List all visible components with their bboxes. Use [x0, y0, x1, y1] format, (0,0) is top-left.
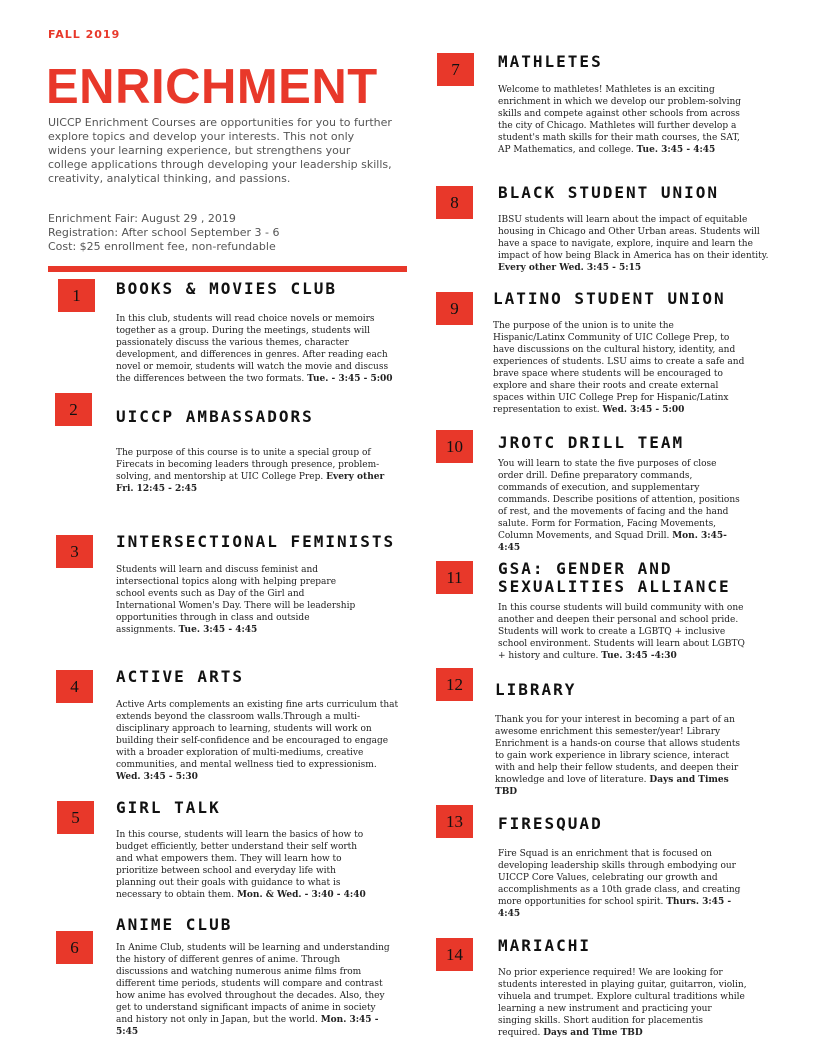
- cost-info: Cost: $25 enrollment fee, non-refundable: [48, 240, 276, 253]
- course-description: In this club, students will read choice novels or memoirs together as a group. During the meetings, students will passionately discuss the various themes, character development, and differences in genres. After reading each novel or memoir, students will watch the movie and discuss the differences between the two formats. Tue. - 3:45 - 5:00: [116, 314, 393, 384]
- course-number-badge: 14: [436, 938, 473, 971]
- course-title: ANIME CLUB: [116, 915, 233, 934]
- season-label: FALL 2019: [48, 28, 121, 41]
- course-number-badge: 12: [436, 668, 473, 701]
- course-schedule: Tue. 3:45 -4:30: [601, 651, 677, 661]
- course-schedule: Every other Wed. 3:45 - 5:15: [498, 263, 642, 273]
- course-title: UICCP AMBASSADORS: [116, 407, 314, 426]
- course-schedule: Thurs. 3:45 - 4:45: [498, 897, 732, 919]
- course-description: Welcome to mathletes! Mathletes is an exciting enrichment in which we develop our problem-solving skills and compete against other schools from across the city of Chicago. Mathletes will further develop a student's math skills for their math courses, the SAT, AP Mathematics, and college. Tue. 3:45 - 4:45: [498, 85, 742, 155]
- course-number-badge: 10: [436, 430, 473, 463]
- course-schedule: Mon. 3:45- 4:45: [498, 531, 727, 553]
- course-title: GIRL TALK: [116, 798, 221, 817]
- course-title: MATHLETES: [498, 52, 603, 71]
- course-schedule: Tue. 3:45 - 4:45: [178, 625, 258, 635]
- course-schedule: Wed. 3:45 - 5:30: [116, 772, 198, 782]
- course-description: In Anime Club, students will be learning and understanding the history of different genres of anime. Through discussions and watching numerous anime films from different time periods, students will compare and contrast how anime has evolved throughout the decades. Also, they get to understand significant impacts of anime in society and history not only in Japan, but the world. Mon. 3:45 - 5:45: [116, 943, 390, 1037]
- course-title: LIBRARY: [495, 680, 577, 699]
- course-description: Students will learn and discuss feminist and intersectional topics along with helping prepare school events such as Day of the Girl and International Women's Day. There will be leadership opportunities through in class and outside assignments. Tue. 3:45 - 4:45: [116, 565, 356, 635]
- course-schedule: Mon. & Wed. - 3:40 - 4:40: [236, 890, 366, 900]
- course-title: LATINO STUDENT UNION: [493, 289, 726, 308]
- course-title: FIRESQUAD: [498, 814, 603, 833]
- course-description: In this course, students will learn the basics of how to budget efficiently, better understand their self worth and what empowers them. They will learn how to prioritize between school and everyday life with planning out their goals with guidance to what is necessary to obtain them. Mon. & Wed. - 3:40 - 4:40: [116, 830, 366, 900]
- course-description: The purpose of the union is to unite the Hispanic/Latinx Community of UIC College Prep, to have discussions on the cultural history, identity, and experiences of students. LSU aims to create a safe and brave space where students will be encouraged to explore and share their roots and create external spaces within UIC College Prep for Hispanic/Latinx representation to exist. Wed. 3:45 - 5:00: [493, 321, 745, 415]
- course-schedule: Mon. 3:45 - 5:45: [116, 1015, 379, 1037]
- course-schedule: Tue. 3:45 - 4:45: [636, 145, 716, 155]
- course-number-badge: 7: [437, 53, 474, 86]
- course-schedule: Every other Fri. 12:45 - 2:45: [116, 472, 385, 494]
- course-title: BLACK STUDENT UNION: [498, 183, 720, 202]
- fair-date: Enrichment Fair: August 29 , 2019: [48, 212, 236, 225]
- course-title: INTERSECTIONAL FEMINISTS: [116, 532, 396, 551]
- intro-paragraph: UICCP Enrichment Courses are opportunities for you to further explore topics and develop your interests. This not only widens your learning experience, but strengthens your college applications through developing your leadership skills, creativity, analytical thinking, and passions.: [48, 116, 392, 185]
- course-description: In this course students will build community with one another and deepen their personal and school pride. Students will work to create a LGBTQ + inclusive school environment. Students will learn about LGBTQ + history and culture. Tue. 3:45 -4:30: [498, 603, 745, 661]
- course-description: IBSU students will learn about the impact of equitable housing in Chicago and Other Urban areas. Students will have a space to navigate, explore, inquire and learn the impact of how being Black in America has on their identity. Every other Wed. 3:45 - 5:15: [498, 215, 769, 273]
- course-number-badge: 6: [56, 931, 93, 964]
- course-number-badge: 13: [436, 805, 473, 838]
- course-title: GSA: GENDER AND SEXUALITIES ALLIANCE: [498, 559, 731, 596]
- course-number-badge: 3: [56, 535, 93, 568]
- course-number-badge: 9: [436, 292, 473, 325]
- course-title: JROTC DRILL TEAM: [498, 433, 685, 452]
- course-title: ACTIVE ARTS: [116, 667, 244, 686]
- course-schedule: Wed. 3:45 - 5:00: [602, 405, 685, 415]
- course-schedule: Tue. - 3:45 - 5:00: [307, 374, 393, 384]
- course-title: BOOKS & MOVIES CLUB: [116, 279, 338, 298]
- course-description: No prior experience required! We are looking for students interested in playing guitar, guitarron, violin, vihuela and trumpet. Explore cultural traditions while learning a new instrument and practicing your singing skills. Short audition for placementis required. Days and Time TBD: [498, 968, 747, 1038]
- course-description: Thank you for your interest in becoming a part of an awesome enrichment this semester/year! Library Enrichment is a hands-on course that allows students to gain work experience in library science, interact with and help their fellow students, and deepen their knowledge and love of literature. Days and Times TBD: [495, 715, 741, 797]
- course-number-badge: 2: [55, 393, 92, 426]
- course-description: Active Arts complements an existing fine arts curriculum that extends beyond the classroom walls.Through a multi-disciplinary approach to learning, students will work on building their self-confidence and be encouraged to engage with a broader exploration of multi-mediums, creative communities, and mental wellness tied to expressionism. Wed. 3:45 - 5:30: [116, 700, 399, 782]
- course-description: You will learn to state the five purposes of close order drill. Define preparatory commands, commands of execution, and supplementary commands. Describe positions of attention, positions of rest, and the movements of facing and the hand salute. Form for Formation, Facing Movements, Column Movements, and Squad Drill. Mon. 3:45- 4:45: [498, 459, 740, 553]
- course-number-badge: 11: [436, 561, 473, 594]
- course-title: MARIACHI: [498, 936, 592, 955]
- course-number-badge: 8: [436, 186, 473, 219]
- course-description: The purpose of this course is to unite a special group of Firecats in becoming leaders through presence, problem-solving, and mentorship at UIC College Prep. Every other Fri. 12:45 - 2:45: [116, 448, 385, 494]
- event-details: [48, 212, 393, 254]
- course-schedule: Days and Time TBD: [543, 1028, 643, 1038]
- page-title: ENRICHMENT: [46, 60, 378, 114]
- course-number-badge: 1: [58, 279, 95, 312]
- registration-info: Registration: After school September 3 - 6: [48, 226, 280, 239]
- course-number-badge: 4: [56, 670, 93, 703]
- course-description: Fire Squad is an enrichment that is focused on developing leadership skills through embodying our UICCP Core Values, celebrating our growth and accomplishments as a 10th grade class, and creating more opportunities for school spirit. Thurs. 3:45 - 4:45: [498, 849, 741, 919]
- course-number-badge: 5: [57, 801, 94, 834]
- course-schedule: Days and Times TBD: [495, 775, 729, 797]
- header-divider: [48, 266, 407, 272]
